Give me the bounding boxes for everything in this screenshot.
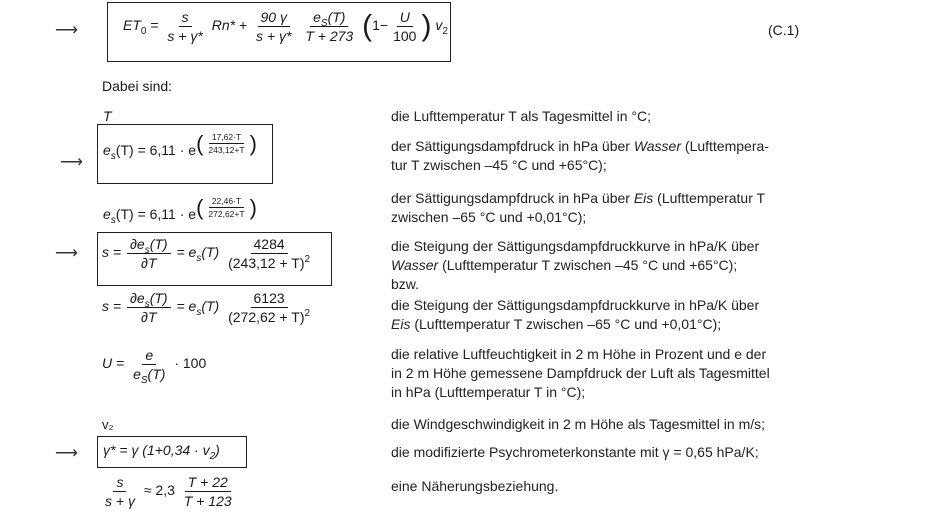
- desc-approx: eine Näherungsbeziehung.: [391, 478, 559, 494]
- pointer-arrow-gamma: ⟶: [55, 445, 78, 462]
- formula-es-ice: $e_s(T) = 6,11 \cdot e$( $\frac{22,46\cdot T}{272,62+T}$ ): [103, 194, 257, 227]
- desc-t: die Lufttemperatur T als Tagesmittel in °C;: [391, 108, 652, 124]
- desc-s-water: die Steigung der Sättigungsdampfdruckkurve in hPa/K über Wasser (Lufttemperatur T zwischen –45 °C und +65°C); bzw.: [391, 238, 760, 292]
- desc-v2: die Windgeschwindigkeit in 2 m Höhe als Tagesmittel in m/s;: [391, 416, 766, 432]
- fraction-u: [390, 9, 419, 44]
- desc-gamma: die modifizierte Psychrometerkonstante mit γ = 0,65 hPa/K;: [391, 444, 759, 460]
- paren-close: ): [421, 9, 432, 43]
- exp-fraction-ice: $\frac{22,46\cdot T}{272,62+T}$: [208, 196, 245, 219]
- fraction-u-den: 100: [393, 28, 417, 44]
- fraction-es: [302, 9, 356, 44]
- intro-text: Dabei sind:: [102, 78, 173, 94]
- formula-s-water: s = $\frac{\partial e_s(T)}{\partial T}$ = $e_s(T)$ $\frac{4284}{(243,12 + T)^2}$: [102, 236, 311, 271]
- fraction-es-den: T + 273: [305, 28, 354, 44]
- fraction-90gamma: [253, 9, 294, 44]
- desc-s-ice: die Steigung der Sättigungsdampfdruckkurve in hPa/K über Eis (Lufttemperatur T zwischen –65 °C und +0,01°C);: [391, 297, 760, 332]
- pointer-arrow-s-water: ⟶: [55, 245, 78, 262]
- fraction-s: [164, 9, 205, 44]
- formula-s-ice: s = $\frac{\partial e_s(T)}{\partial T}$ = $e_s(T)$ $\frac{6123}{(272,62 + T)^2}$: [102, 290, 311, 325]
- fraction-90gamma-num: 90 γ: [258, 9, 290, 27]
- symbol-t: T: [103, 108, 112, 124]
- equation-number: (C.1): [768, 22, 800, 38]
- desc-es-water: der Sättigungsdampfdruck in hPa über Wasser (Lufttempera- tur T zwischen –45 °C und +65°C);: [391, 138, 769, 173]
- pointer-arrow-es-water: ⟶: [60, 154, 83, 171]
- main-equation: [123, 9, 448, 44]
- formula-es-water: $e_s(T) = 6,11 \cdot e$( $\frac{17,62\cdot T}{243,12+T}$ ): [103, 130, 257, 163]
- desc-es-ice: der Sättigungsdampfdruck in hPa über Eis (Lufttemperatur T zwischen –65 °C und +0,01°C);: [391, 190, 766, 225]
- exp-fraction-water: $\frac{17,62\cdot T}{243,12+T}$: [208, 132, 245, 155]
- one-minus: 1−: [372, 17, 389, 34]
- v2-subscript: 2: [442, 26, 448, 38]
- formula-u: U = $\frac{e}{e_S(T)}$ · 100: [102, 347, 207, 386]
- v2-symbol: v: [435, 17, 443, 34]
- rn-symbol: Rn*: [211, 17, 236, 34]
- equals-sign: =: [150, 17, 159, 34]
- fraction-u-num: U: [397, 9, 413, 27]
- fraction-s-num: s: [179, 9, 192, 27]
- fraction-90gamma-den: s + γ*: [256, 28, 292, 44]
- formula-gamma: γ* = γ $(1+0,34 \cdot v_2)$: [103, 442, 220, 462]
- paren-open: (: [362, 9, 373, 43]
- symbol-v2: v₂: [102, 417, 114, 432]
- pointer-arrow-main: ⟶: [55, 22, 78, 39]
- fraction-s-den: s + γ*: [167, 28, 203, 44]
- et0-subscript: 0: [140, 26, 147, 38]
- et0-symbol: ET: [123, 17, 141, 34]
- fraction-es-num: $e_S(T)$: [310, 9, 348, 27]
- formula-approx: $\frac{s}{s + \gamma}$ ≈ 2,3 $\frac{T + 22}{T + 123}$: [105, 474, 232, 509]
- desc-u: die relative Luftfeuchtigkeit in 2 m Höhe in Prozent und e der in 2 m Höhe gemessene Dampfdruck der Luft als Tagesmittel in hPa (Lufttemperatur T in °C);: [391, 346, 770, 400]
- plus-sign: +: [238, 17, 248, 34]
